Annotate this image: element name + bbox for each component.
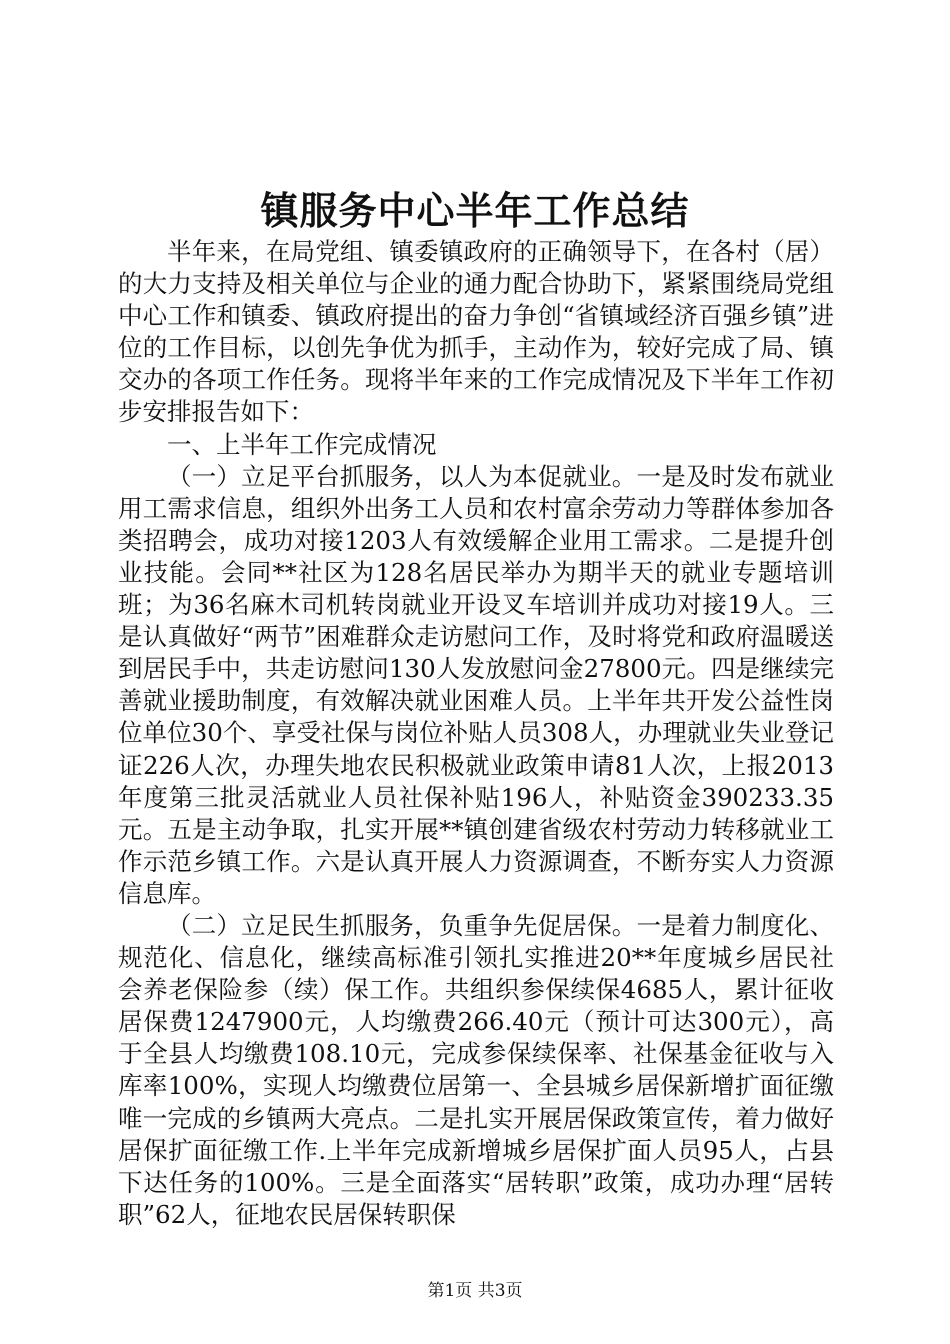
paragraph-employment: （一）立足平台抓服务，以人为本促就业。一是及时发布就业用工需求信息，组织外出务工人员和农村富余劳动力等群体参加各类招聘会，成功对接1203人有效缓解企业用工需求。二是提升创业技能。会同**社区为128名居民举办为期半天的就业专题培训班；为36名麻木司机转岗就业开设叉车培训并成功对接19人。三是认真做好“两节”困难群众走访慰问工作，及时将党和政府温暖送到居民手中，共走访慰问130人发放慰问金27800元。四是继续完善就业援助制度，有效解决就业困难人员。上半年共开发公益性岗位单位30个、享受社保与岗位补贴人员308人，办理就业失业登记证226人次，办理失地农民积极就业政策申请81人次，上报2013年度第三批灵活就业人员社保补贴196人，补贴资金390233.35元。五是主动争取，扎实开展**镇创建省级农村劳动力转移就业工作示范乡镇工作。六是认真开展人力资源调查，不断夯实人力资源信息库。 (118, 461, 834, 908)
document-body (118, 236, 834, 1231)
document-title: 镇服务中心半年工作总结 (260, 188, 690, 233)
page-footer: 第1页 共3页 (427, 1281, 523, 1301)
paragraph-pension: （二）立足民生抓服务，负重争先促居保。一是着力制度化、规范化、信息化，继续高标准引领扎实推进20**年度城乡居民社会养老保险参（续）保工作。共组织参保续保4685人，累计征收居保费1247900元，人均缴费266.40元（预计可达300元），高于全县人均缴费108.10元，完成参保续保率、社保基金征收与入库率100%，实现人均缴费位居第一、全县城乡居保新增扩面征缴唯一完成的乡镇两大亮点。二是扎实开展居保政策宣传，着力做好居保扩面征缴工作.上半年完成新增城乡居保扩面人员95人，占县下达任务的100%。三是全面落实“居转职”政策，成功办理“居转职”62人，征地农民居保转职保 (118, 910, 834, 1229)
paragraph-intro: 半年来，在局党组、镇委镇政府的正确领导下，在各村（居）的大力支持及相关单位与企业的通力配合协助下，紧紧围绕局党组中心工作和镇委、镇政府提出的奋力争创“省镇域经济百强乡镇”进位的工作目标，以创先争优为抓手，主动作为，较好完成了局、镇交办的各项工作任务。现将半年来的工作完成情况及下半年工作初步安排报告如下： (118, 237, 834, 427)
section-heading: 一、上半年工作完成情况 (167, 429, 437, 459)
